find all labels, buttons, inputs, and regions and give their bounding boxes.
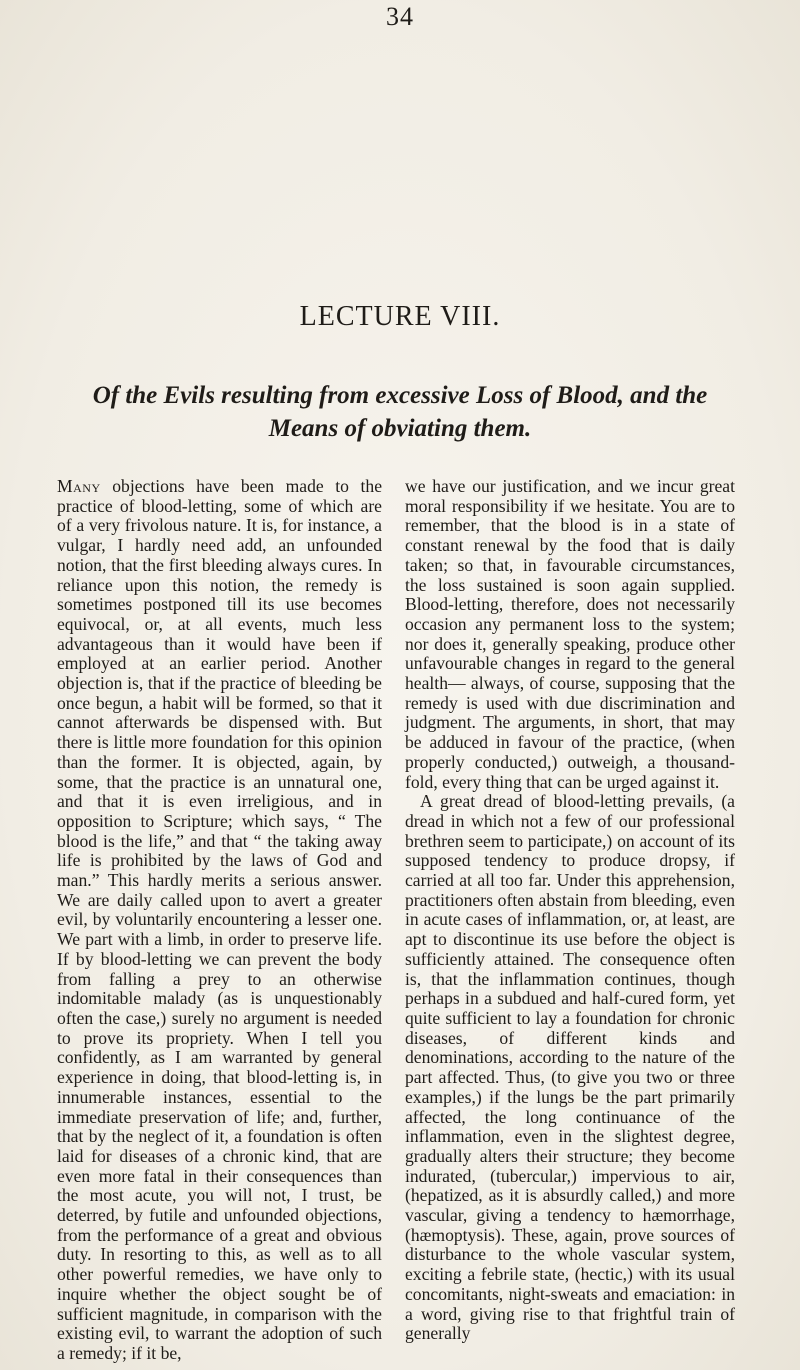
right-paragraph-1: we have our justification, and we incur great moral responsibility if we hesitate. You are to remember, that the blood is in a state of constant renewal by the food that is daily taken; so that, in favourable circumstances, the loss sustained is soon again supplied. Blood-letting, therefore, does not necessarily occasion any permanent loss to the system; nor does it, generally speaking, produce other unfavourable changes in regard to the general health— always, of course, supposing that the remedy is used with due discrimination and judgment. The arguments, in short, that may be adduced in favour of the practice, (when properly conducted,) outweigh, a thousand-fold, every thing that can be urged against it. [405,476,735,792]
right-column [405,477,735,1344]
page-number: 34 [386,2,414,31]
left-column [57,477,382,1364]
lecture-heading: LECTURE VIII. [299,301,501,332]
lecture-subtitle: Of the Evils resulting from excessive Loss of Blood, and the Means of obviating them. [92,382,708,442]
lead-word: Many [57,476,101,496]
left-paragraph-1 [57,477,382,1364]
right-paragraph-2: A great dread of blood-letting prevails, (a dread in which not a few of our professional brethren seem to participate,) on account of its supposed tendency to produce dropsy, if carried at all too far. Under this apprehension, practitioners often abstain from bleeding, even in acute cases of inflammation, or, at least, are apt to discontinue its use before the object is sufficiently attained. The consequence often is, that the inflammation continues, though perhaps in a subdued and half-cured form, yet quite sufficient to lay a foundation for chronic diseases, of different kinds and denominations, according to the nature of the part affected. Thus, (to give you two or three examples,) if the lungs be the part primarily affected, the long continuance of the inflammation, even in the slightest degree, gradually alters their structure; they become indurated, (tubercular,) impervious to air, (hepatized, as it is absurdly called,) and more vascular, giving a tendency to hæmorrhage, (hæmoptysis). These, again, prove sources of disturbance to the whole vascular system, exciting a febrile state, (hectic,) with its usual concomitants, night-sweats and emaciation: in a word, giving rise to that frightful train of generally [405,791,735,1344]
left-paragraph-1-text: objections have been made to the practice of blood-letting, some of which are of a very frivolous nature. It is, for instance, a vulgar, I hardly need add, an unfounded notion, that the first bleeding always cures. In reliance upon this notion, the remedy is sometimes postponed till its use becomes equivocal, or, at all events, much less advantageous than it would have been if employed at an earlier period. Another objection is, that if the practice of bleeding be once begun, a habit will be formed, so that it cannot afterwards be dispensed with. But there is little more foundation for this opinion than the former. It is objected, again, by some, that the practice is an unnatural one, and that it is even irreligious, and in opposition to Scripture; which says, “ The blood is the life,” and that “ the taking away life is prohibited by the laws of God and man.” This hardly merits a serious answer. We are daily called upon to avert a greater evil, by voluntarily encountering a lesser one. We part with a limb, in order to preserve life. If by blood-letting we can prevent the body from falling a prey to an otherwise indomitable malady (as is unquestionably often the case,) surely no argument is needed to prove its propriety. When I tell you confidently, as I am warranted by general experience in doing, that blood-letting is, in innumerable instances, essential to the immediate preservation of life; and, further, that by the neglect of it, a foundation is often laid for diseases of a chronic kind, that are even more fatal in their consequences than the most acute, you will not, I trust, be deterred, by futile and unfounded objections, from the performance of a great and obvious duty. In resorting to this, as well as to all other powerful remedies, we have only to inquire whether the object sought be of sufficient magnitude, in comparison with the existing evil, to warrant the adoption of such a remedy; if it be, [57,476,382,1363]
